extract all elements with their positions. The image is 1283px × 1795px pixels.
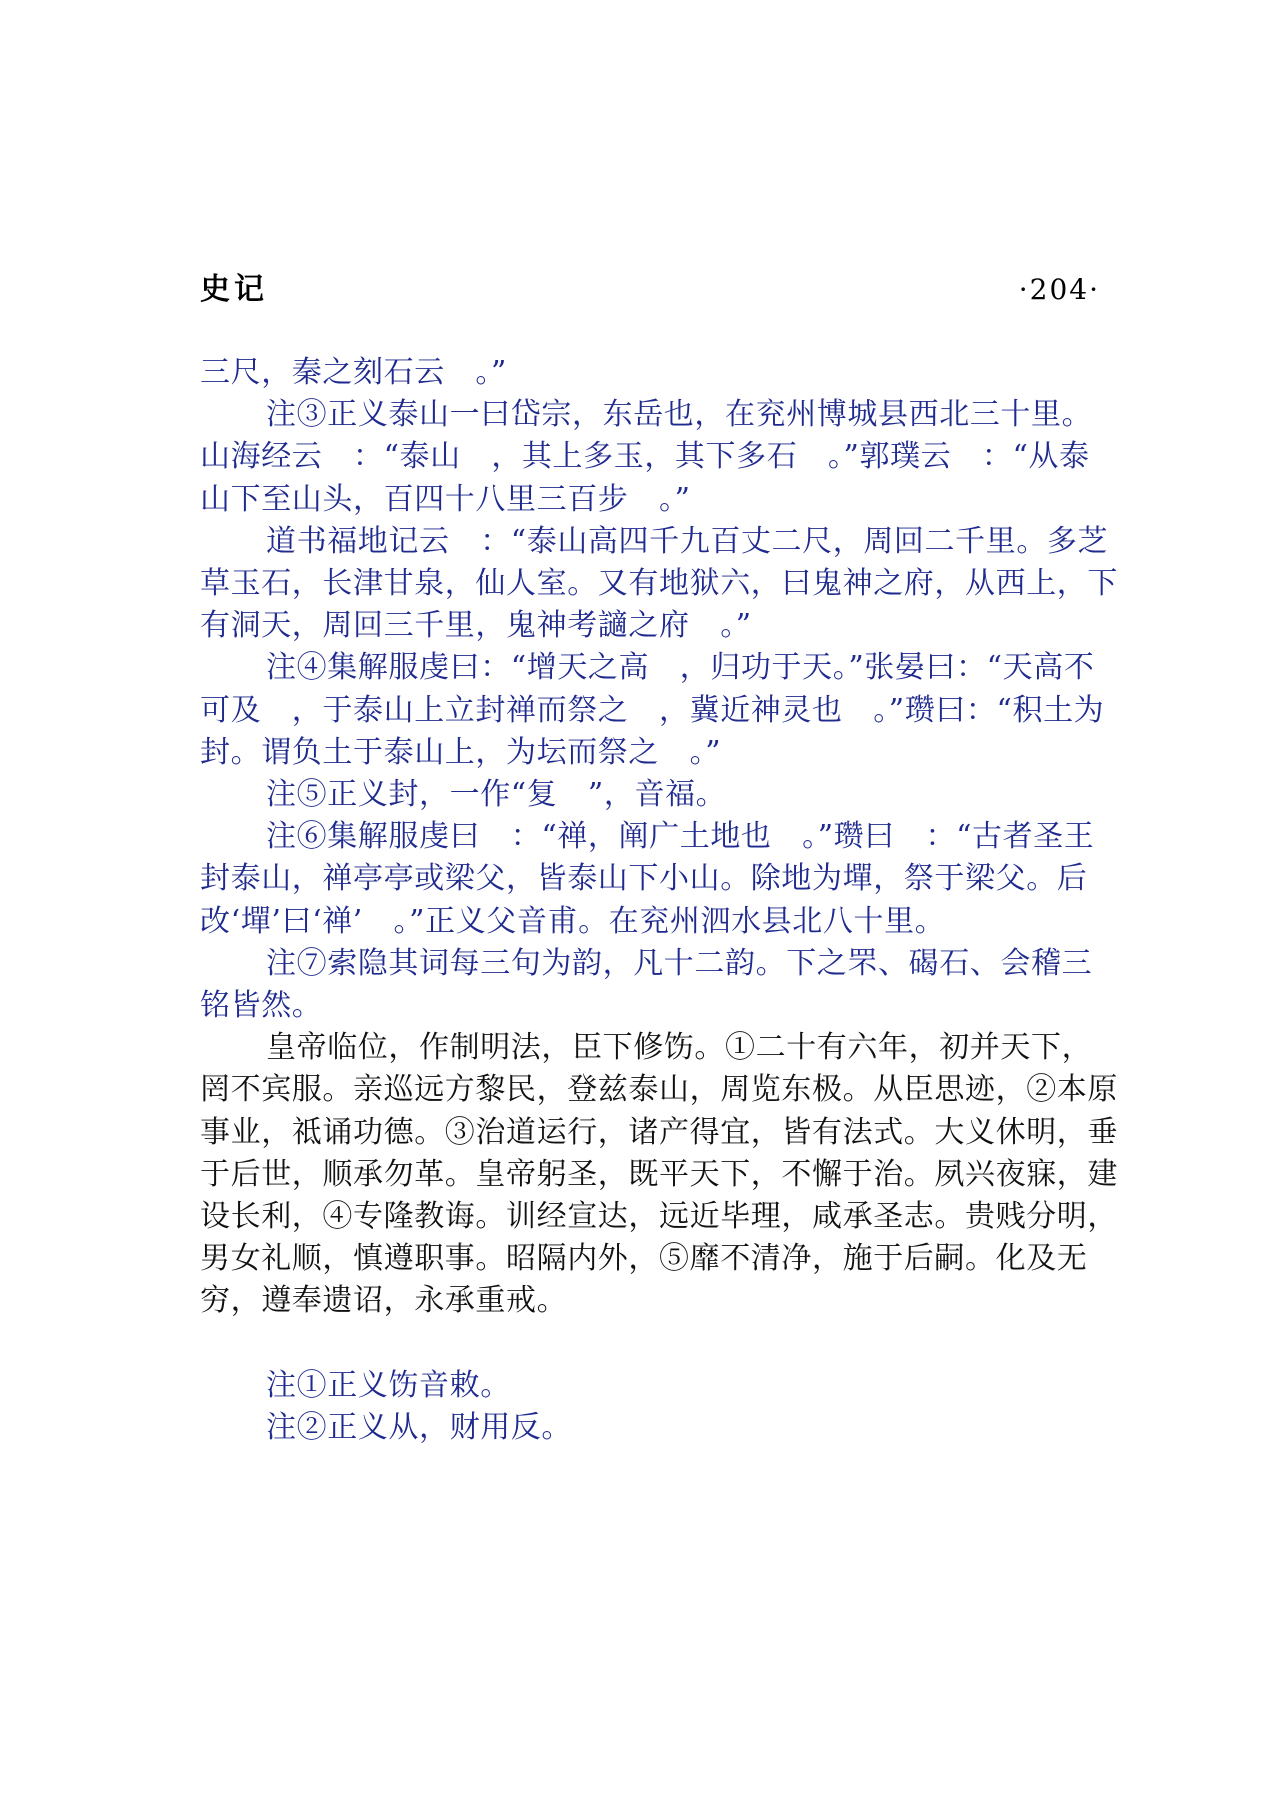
paragraph: 注⑦索隐其词每三句为韵，凡十二韵。下之罘、碣石、会稽三铭皆然。 (200, 945, 1093, 1024)
paragraph: 注⑤正义封，一作“复 ”，音福。 (266, 777, 727, 813)
body-text (200, 352, 1120, 1449)
page-number: ·204· (1018, 273, 1100, 306)
paragraph: 注②正义从，财用反。 (266, 1409, 572, 1445)
paragraph-gap (200, 1323, 1120, 1365)
paragraph: 注⑥集解服虔曰 ：“禅，阐广土地也 。”瓒曰 ：“古者圣王封泰山，禅亭亭或梁父，皆泰山下小山。除地为墠，祭于梁父。后改‘墠’曰‘禅’ 。”正义父音甫。在兖州泗水县北八十里。 (200, 819, 1095, 939)
page-header (200, 268, 1100, 312)
main-text-paragraph: 皇帝临位，作制明法，臣下修饬。①二十有六年，初并天下，罔不宾服。亲巡远方黎民，登兹泰山，周览东极。从臣思迹，②本原事业，祗诵功德。③治道运行，诸产得宜，皆有法式。大义休明，垂于后世，顺承勿革。皇帝躬圣，既平天下，不懈于治。夙兴夜寐，建设长利，④专隆教诲。训经宣达，远近毕理，咸承圣志。贵贱分明，男女礼顺，慎遵职事。昭隔内外，⑤靡不清净，施于后嗣。化及无穷，遵奉遗诏，永承重戒。 (200, 1030, 1118, 1319)
book-title: 史记 (200, 272, 268, 307)
paragraph: 注①正义饬音敕。 (266, 1367, 511, 1403)
paragraph: 三尺，秦之刻石云 。” (200, 355, 507, 390)
paragraph: 道书福地记云 ：“泰山高四千九百丈二尺，周回二千里。多芝草玉石，长津甘泉，仙人室。又有地狱六，曰鬼神之府，从西上，下有洞天，周回三千里，鬼神考讁之府 。” (200, 523, 1118, 644)
paragraph: 注③正义泰山一曰岱宗，东岳也，在兖州博城县西北三十里。山海经云 ：“泰山 ，其上多玉，其下多石 。”郭璞云 ：“从泰山下至山头，百四十八里三百步 。” (200, 397, 1093, 517)
paragraph: 注④集解服虔曰：“增天之高 ，归功于天。”张晏曰：“天高不可及 ，于泰山上立封禅而祭之 ，冀近神灵也 。”瓒曰：“积土为封。谓负土于泰山上，为坛而祭之 。” (200, 650, 1105, 770)
